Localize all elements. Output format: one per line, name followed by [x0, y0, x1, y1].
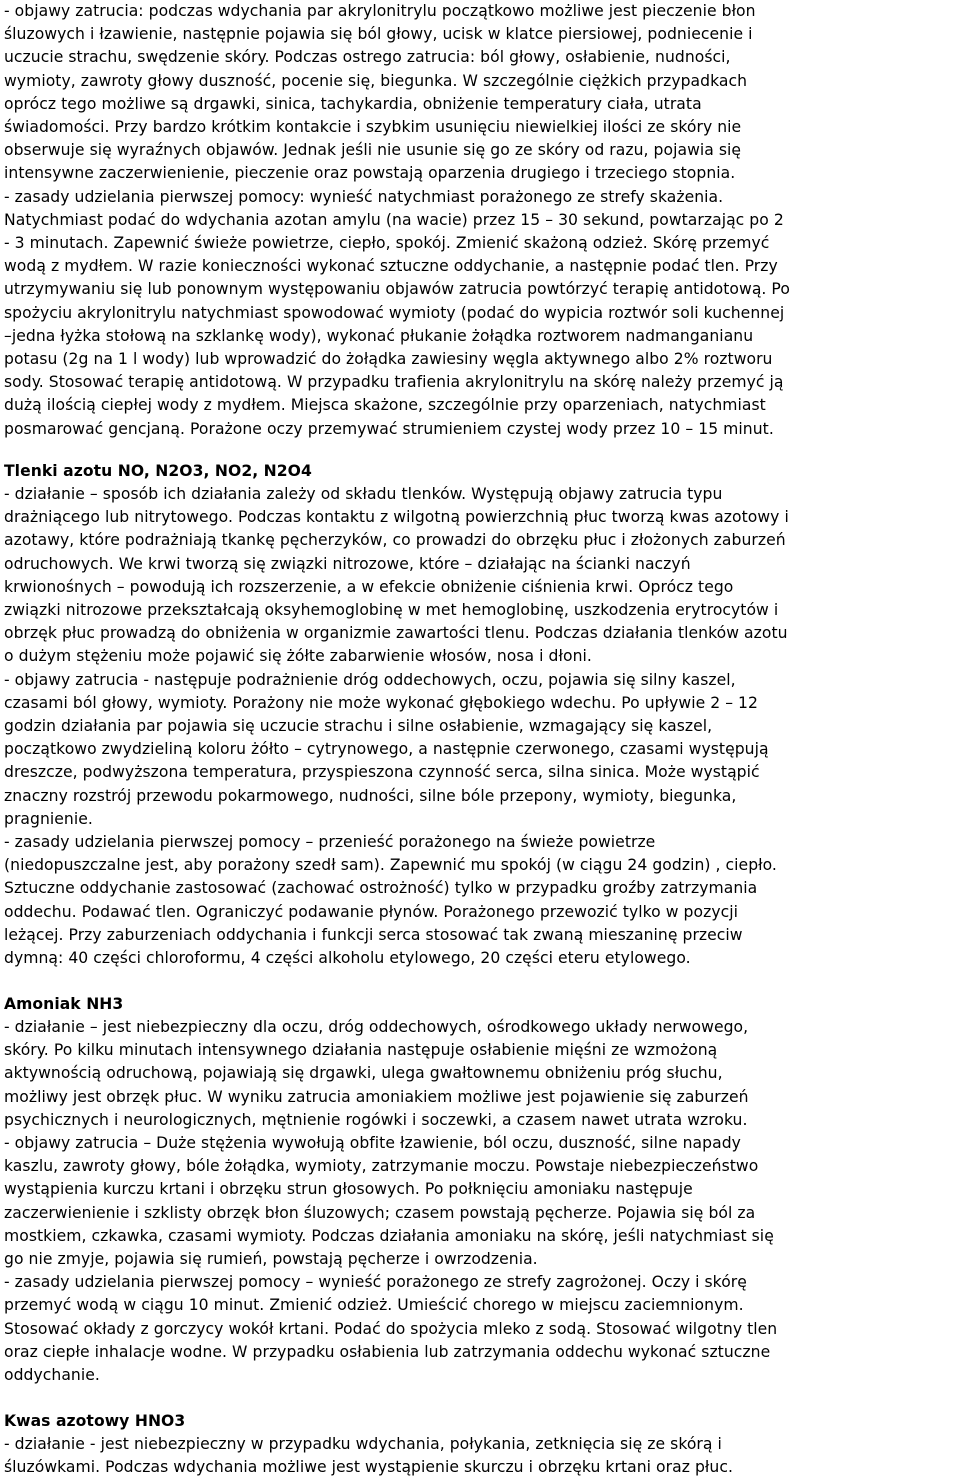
text-line: - objawy zatrucia – Duże stężenia wywołują obfite łzawienie, ból oczu, duszność, silne napady — [4, 1134, 741, 1152]
text-line: krwionośnych – powodują ich rozszerzenie, a w efekcie obniżenie ciśnienia krwi. Oprócz tego — [4, 577, 734, 596]
text-line: wodą z mydłem. W razie konieczności wykonać sztuczne oddychanie, a następnie podać tlen. Przy — [4, 257, 778, 276]
text-line: obserwuje się wyraźnych objawów. Jednak jeśli nie usunie się go ze skóry od razu, pojawia się — [4, 141, 742, 160]
text-line: azotawy, które podrażniają tkankę pęcherzyków, co prowadzi do obrzęku płuc i złożonych zaburzeń — [4, 531, 786, 550]
text-line: zaczerwienienie i szklisty obrzęk błon śluzowych; czasem powstają pęcherze. Pojawia się ból za — [4, 1203, 756, 1222]
text-line: oraz ciepłe inhalacje wodne. W przypadku osłabienia lub zatrzymania oddechu wykonać sztuczne — [4, 1342, 771, 1361]
text-line: –jedna łyżka stołową na szklankę wody), wykonać płukanie żołądka roztworem nadmanganianu — [4, 326, 754, 345]
text-line: czasami ból głowy, wymioty. Porażony nie może wykonać głębokiego wdechu. Po upływie 2 – 12 — [4, 693, 759, 712]
text-line: uczucie strachu, swędzenie skóry. Podczas ostrego zatrucia: ból głowy, osłabienie, nudności, — [4, 48, 731, 67]
text-line: intensywne zaczerwienienie, pieczenie oraz powstają oparzenia drugiego i trzeciego stopnia. — [4, 164, 736, 183]
text-line: skóry. Po kilku minutach intensywnego działania następuje osłabienie mięśni ze wzmożoną — [4, 1041, 718, 1060]
text-line: śluzówkami. Podczas wdychania możliwe jest wystąpienie skurczu i obrzęku krtani oraz płuc. — [4, 1458, 733, 1477]
text-line: sody. Stosować terapię antidotową. W przypadku trafienia akrylonitrylu na skórę należy przemyć ją — [4, 373, 784, 392]
text-line: dreszcze, podwyższona temperatura, przyspieszona czynność serca, silna sinica. Może wystąpić — [4, 763, 760, 782]
text-line: wymioty, zawroty głowy duszność, pocenie się, biegunka. W szczególnie ciężkich przypadkach — [4, 71, 748, 90]
text-line: Natychmiast podać do wdychania azotan amylu (na wacie) przez 15 – 30 sekund, powtarzając po 2 — [4, 210, 784, 229]
section-heading: Tlenki azotu NO, N2O3, NO2, N2O4 — [4, 462, 312, 480]
text-line: spożyciu akrylonitrylu natychmiast spowodować wymioty (podać do wypicia roztwór soli kuchennej — [4, 303, 785, 322]
text-line: - działanie - jest niebezpieczny w przypadku wdychania, połykania, zetknięcia się ze skórą i — [4, 1435, 722, 1453]
text-line: - działanie – jest niebezpieczny dla oczu, dróg oddechowych, ośrodkowego układy nerwowego, — [4, 1018, 749, 1036]
text-line: - zasady udzielania pierwszej pomocy – przenieść porażonego na świeże powietrze — [4, 833, 656, 851]
text-line: świadomości. Przy bardzo krótkim kontakcie i szybkim usunięciu niewielkiej ilości ze skóry nie — [4, 118, 742, 136]
text-line: go nie zmyje, pojawia się rumień, powstają pęcherze i owrzodzenia. — [4, 1250, 538, 1268]
text-line: znaczny rozstrój przewodu pokarmowego, nudności, silne bóle przepony, wymioty, biegunka, — [4, 786, 737, 805]
text-line: początkowo zwydzieliną koloru żółto – cytrynowego, a następnie czerwonego, czasami występują — [4, 740, 769, 759]
text-line: godzin działania par pojawia się uczucie strachu i silne osłabienie, wzmagający się kaszel, — [4, 717, 713, 735]
text-line: pragnienie. — [4, 809, 93, 828]
text-line: mostkiem, czkawka, czasami wymioty. Podczas działania amoniaku na skórę, jeśli natychmiast się — [4, 1226, 774, 1245]
text-line: wystąpienia kurczu krtani i obrzęku strun głosowych. Po połknięciu amoniaku następuje — [4, 1180, 693, 1199]
text-line: oprócz tego możliwe są drgawki, sinica, tachykardia, obniżenie temperatury ciała, utrata — [4, 94, 702, 113]
text-line: potasu (2g na 1 l wody) lub wprowadzić do żołądka zawiesiny węgla aktywnego albo 2% roztworu — [4, 350, 773, 368]
text-line: utrzymywaniu się lub ponownym występowaniu objawów zatrucia powtórzyć terapię antidotową. Po — [4, 280, 790, 299]
section-heading: Kwas azotowy HNO3 — [4, 1412, 186, 1430]
text-line: oddychanie. — [4, 1366, 100, 1384]
text-line: Sztuczne oddychanie zastosować (zachować ostrożność) tylko w przypadku groźby zatrzymania — [4, 879, 758, 898]
text-line: oddechu. Podawać tlen. Ograniczyć podawanie płynów. Porażonego przewozić tylko w pozycji — [4, 902, 738, 921]
text-line: przemyć wodą w ciągu 10 minut. Zmienić odzież. Umieścić chorego w miejscu zaciemnionym. — [4, 1296, 744, 1315]
text-line: odruchowych. We krwi tworzą się związki nitrozowe, które – działając na ścianki naczyń — [4, 554, 691, 573]
text-line: - zasady udzielania pierwszej pomocy: wynieść natychmiast porażonego ze strefy skażenia. — [4, 187, 724, 206]
text-line: obrzęk płuc prowadzą do obniżenia w organizmie zawartości tlenu. Podczas działania tlenków azotu — [4, 624, 788, 643]
text-line: - działanie – sposób ich działania zależy od składu tlenków. Występują objawy zatrucia typu — [4, 485, 723, 503]
text-line: - zasady udzielania pierwszej pomocy – wynieść porażonego ze strefy zagrożonej. Oczy i skórę — [4, 1273, 747, 1292]
text-line: drażniącego lub nitrytowego. Podczas kontaktu z wilgotną powierzchnią płuc tworzą kwas azotowy i — [4, 508, 789, 527]
text-line: - 3 minutach. Zapewnić świeże powietrze, ciepło, spokój. Zmienić skażoną odzież. Skórę przemyć — [4, 234, 770, 252]
text-line: o dużym stężeniu może pojawić się żółte zabarwienie włosów, nosa i dłoni. — [4, 647, 592, 666]
section-heading: Amoniak NH3 — [4, 995, 124, 1013]
text-line: - objawy zatrucia - następuje podrażnienie dróg oddechowych, oczu, pojawia się silny kaszel, — [4, 670, 736, 689]
text-line: leżącej. Przy zaburzeniach oddychania i funkcji serca stosować tak zwaną mieszaninę przeciw — [4, 925, 743, 944]
text-line: (niedopuszczalne jest, aby porażony szedł sam). Zapewnić mu spokój (w ciągu 24 godzin) , ciepło. — [4, 856, 777, 875]
text-line: możliwy jest obrzęk płuc. W wyniku zatrucia amoniakiem możliwe jest pojawienie się zaburzeń — [4, 1087, 749, 1106]
text-line: - objawy zatrucia: podczas wdychania par akrylonitrylu początkowo możliwe jest pieczenie błon — [4, 2, 756, 20]
text-line: kaszlu, zawroty głowy, bóle żołądka, wymioty, zatrzymanie moczu. Powstaje niebezpieczeństwo — [4, 1157, 759, 1176]
text-line: aktywnością odruchową, pojawiają się drgawki, ulega gwałtownemu obniżeniu próg słuchu, — [4, 1064, 723, 1083]
text-line: dużą ilością ciepłej wody z mydłem. Miejsca skażone, szczególnie przy oparzeniach, natychmiast — [4, 396, 766, 415]
text-line: posmarować gencjaną. Porażone oczy przemywać strumieniem czystej wody przez 10 – 15 minut. — [4, 419, 774, 438]
text-line: dymną: 40 części chloroformu, 4 części alkoholu etylowego, 20 części eteru etylowego. — [4, 949, 691, 967]
text-line: Stosować okłady z gorczycy wokół krtani. Podać do spożycia mleko z sodą. Stosować wilgotny tlen — [4, 1319, 778, 1338]
text-line: związki nitrozowe przekształcają oksyhemoglobinę w met hemoglobinę, uszkodzenia erytrocytów i — [4, 601, 779, 619]
text-line: psychicznych i neurologicznych, mętnienie rogówki i soczewki, a czasem nawet utrata wzroku. — [4, 1110, 748, 1129]
text-line: śluzowych i łzawienie, następnie pojawia się ból głowy, ucisk w klatce piersiowej, podniecenie i — [4, 25, 753, 44]
